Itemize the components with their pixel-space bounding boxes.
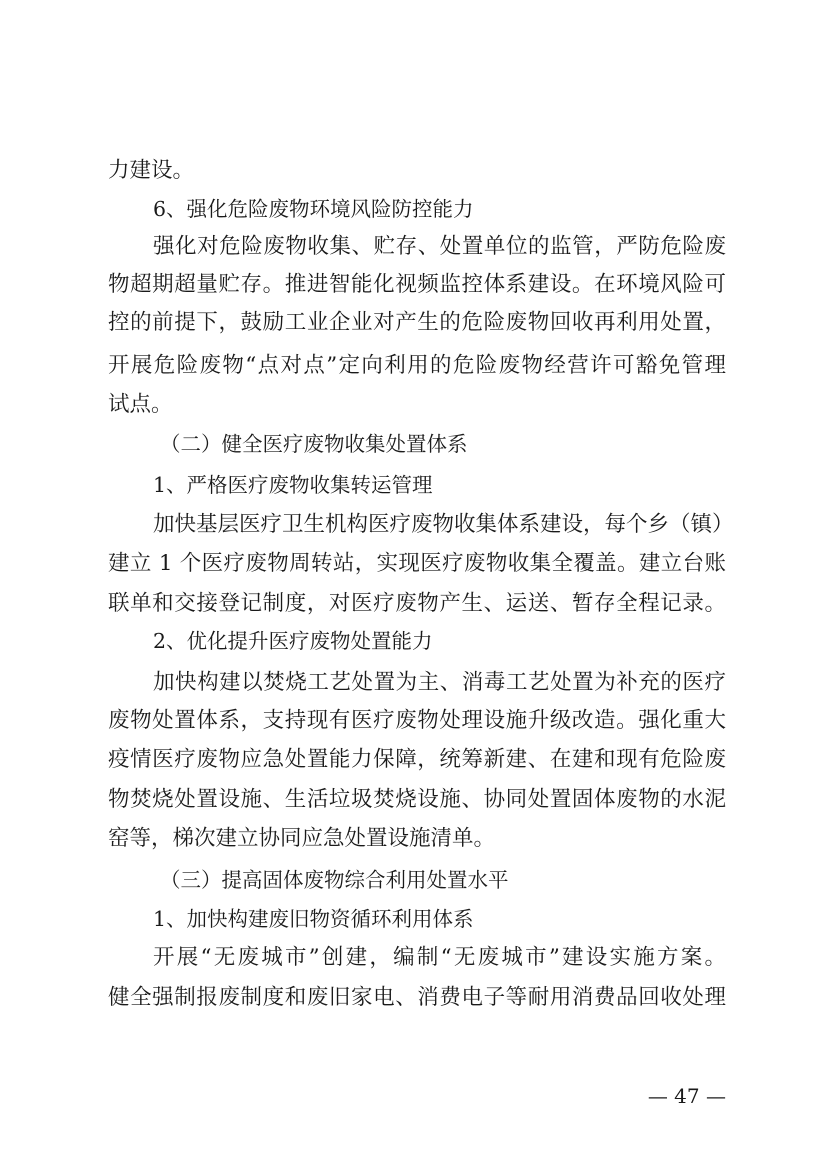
body-line: 物焚烧处置设施、生活垃圾焚烧设施、协同处置固体废物的水泥 [108,787,726,812]
body-line: 建立 1 个医疗废物周转站，实现医疗废物收集全覆盖。建立台账 [108,551,726,576]
body-line: 力建设。 [108,158,195,183]
body-line: 废物处置体系，支持现有医疗废物处理设施升级改造。强化重大 [108,708,726,733]
body-line: 试点。 [108,392,173,417]
body-line: 控的前提下，鼓励工业企业对产生的危险废物回收再利用处置， [108,310,726,335]
body-line: 强化对危险废物收集、贮存、处置单位的监管，严防危险废 [153,234,726,259]
section-heading: （二）健全医疗废物收集处置体系 [160,432,468,456]
body-line: 疫情医疗废物应急处置能力保障，统筹新建、在建和现有危险废 [108,747,726,772]
body-line: 加快基层医疗卫生机构医疗废物收集体系建设，每个乡（镇） [153,512,734,537]
body-line: 窑等，梯次建立协同应急处置设施清单。 [108,826,496,851]
body-line: 联单和交接登记制度，对医疗废物产生、运送、暂存全程记录。 [108,591,726,616]
body-line: 开展危险废物“点对点”定向利用的危险废物经营许可豁免管理 [108,353,726,378]
body-line: 加快构建以焚烧工艺处置为主、消毒工艺处置为补充的医疗 [153,670,726,695]
page-number: — 47 — [647,1084,726,1108]
section-heading: （三）提高固体废物综合利用处置水平 [160,868,509,892]
subsection-heading: 2、优化提升医疗废物处置能力 [153,629,433,653]
subsection-heading: 1、加快构建废旧物资循环利用体系 [153,907,474,931]
body-line: 物超期超量贮存。推进智能化视频监控体系建设。在环境风险可 [108,272,726,297]
subsection-heading: 1、严格医疗废物收集转运管理 [153,473,433,497]
body-line: 开展“无废城市”创建，编制“无废城市”建设实施方案。 [153,945,726,970]
subsection-heading: 6、强化危险废物环境风险防控能力 [153,197,474,221]
body-line: 健全强制报废制度和废旧家电、消费电子等耐用消费品回收处理 [108,985,726,1010]
